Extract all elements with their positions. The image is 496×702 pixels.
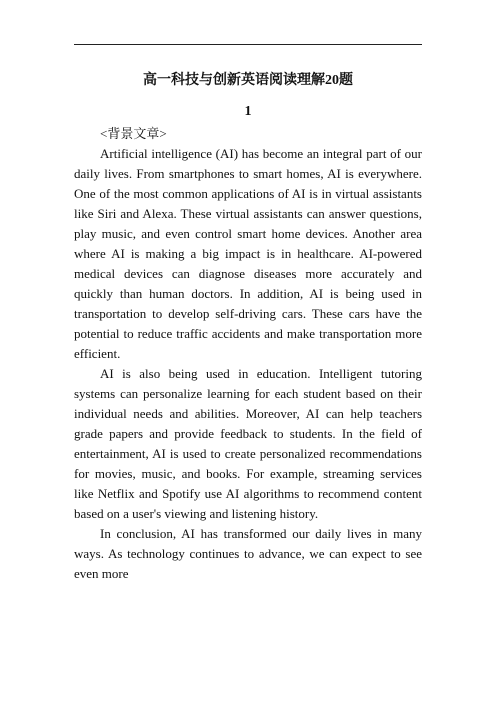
document-title: 高一科技与创新英语阅读理解20题 [143, 73, 353, 88]
header-rule [74, 44, 422, 45]
paragraph-3: In conclusion, AI has transformed our daily lives in many ways. As technology continues to advance, we can expect to see even more [74, 526, 422, 581]
section-number: 1 [244, 104, 252, 119]
paragraph-2: AI is also being used in education. Intelligent tutoring systems can personalize learning for each student based on their individual needs and abilities. Moreover, AI can help teachers grade papers and provide feedback to students. In the field of entertainment, AI is used to create personalized recommendations for movies, music, and books. For example, streaming services like Netflix and Spotify use AI algorithms to recommend content based on a user's viewing and listening history. [74, 366, 422, 521]
section-label: <背景文章> [100, 126, 167, 141]
paragraph-1: Artificial intelligence (AI) has become an integral part of our daily lives. From smartphones to smart homes, AI is everywhere. One of the most common applications of AI is in virtual assistants like Siri and Alexa. These virtual assistants can answer questions, play music, and even control smart home devices. Another area where AI is making a big impact is in healthcare. AI-powered medical devices can diagnose diseases more accurately and quickly than human doctors. In addition, AI is being used in transportation to develop self-driving cars. These cars have the potential to reduce traffic accidents and make transportation more efficient. [74, 146, 422, 361]
document-body [74, 124, 422, 584]
